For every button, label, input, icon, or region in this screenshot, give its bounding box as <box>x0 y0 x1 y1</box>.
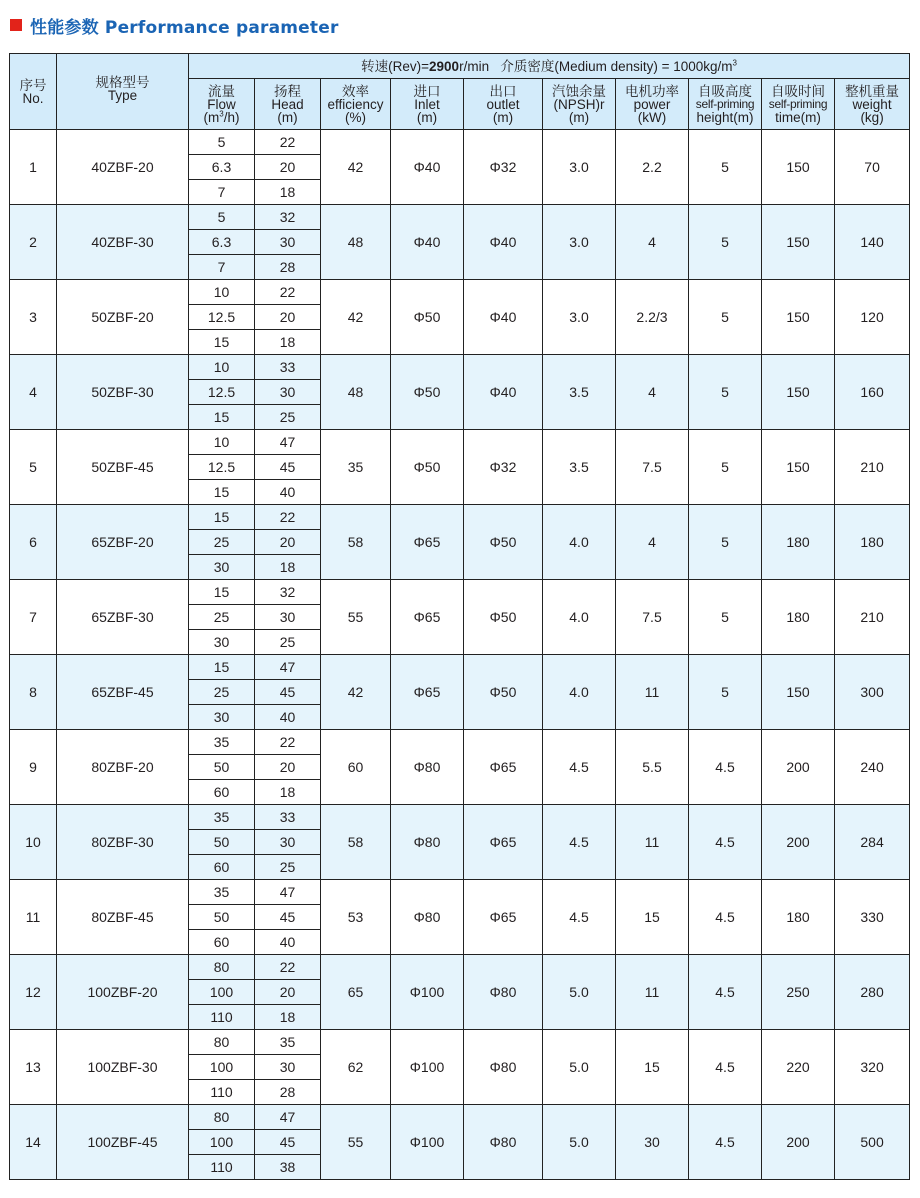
cell-head: 18 <box>255 780 321 805</box>
cell-power: 4 <box>616 205 689 280</box>
cell-head: 18 <box>255 330 321 355</box>
cell-type: 80ZBF-45 <box>57 880 189 955</box>
cell-weight: 300 <box>835 655 910 730</box>
cell-self-priming-height: 4.5 <box>689 805 762 880</box>
header-efficiency-en: efficiency <box>327 96 384 112</box>
cell-head: 32 <box>255 205 321 230</box>
cell-outlet: Φ50 <box>464 505 543 580</box>
cell-inlet: Φ50 <box>391 355 464 430</box>
cell-outlet: Φ40 <box>464 280 543 355</box>
cell-flow: 25 <box>189 680 255 705</box>
cell-flow: 110 <box>189 1155 255 1180</box>
cell-outlet: Φ50 <box>464 655 543 730</box>
table-row <box>10 205 910 230</box>
cell-self-priming-time: 200 <box>762 805 835 880</box>
red-square-icon <box>10 19 22 31</box>
title-text: 性能参数 Performance parameter <box>30 17 339 38</box>
cell-head: 45 <box>255 680 321 705</box>
table-row <box>10 880 910 905</box>
cell-head: 22 <box>255 505 321 530</box>
cell-self-priming-height: 5 <box>689 355 762 430</box>
cell-self-priming-height: 4.5 <box>689 1030 762 1105</box>
cell-weight: 180 <box>835 505 910 580</box>
cell-outlet: Φ40 <box>464 205 543 280</box>
cell-npsh: 3.0 <box>543 205 616 280</box>
cell-self-priming-height: 5 <box>689 280 762 355</box>
cell-power: 2.2 <box>616 130 689 205</box>
header-no-cn: 序号 <box>19 77 47 93</box>
header-flow-unit <box>189 111 254 124</box>
cell-type: 50ZBF-45 <box>57 430 189 505</box>
cell-weight: 330 <box>835 880 910 955</box>
cell-no: 8 <box>10 655 57 730</box>
cell-head: 20 <box>255 530 321 555</box>
header-flow-en: Flow <box>207 96 236 112</box>
cell-head: 20 <box>255 755 321 780</box>
cell-type: 65ZBF-30 <box>57 580 189 655</box>
cell-efficiency: 58 <box>321 805 391 880</box>
cell-head: 18 <box>255 555 321 580</box>
cell-efficiency: 48 <box>321 205 391 280</box>
cell-weight: 210 <box>835 580 910 655</box>
cell-flow: 35 <box>189 730 255 755</box>
table-row <box>10 730 910 755</box>
cell-flow: 6.3 <box>189 155 255 180</box>
cell-self-priming-time: 150 <box>762 355 835 430</box>
header-outlet <box>464 79 543 130</box>
cell-inlet: Φ65 <box>391 580 464 655</box>
condition-density: 介质密度(Medium density) = 1000kg/m <box>500 58 733 74</box>
cell-type: 100ZBF-30 <box>57 1030 189 1105</box>
header-inlet <box>391 79 464 130</box>
cell-npsh: 4.0 <box>543 580 616 655</box>
cell-flow: 30 <box>189 705 255 730</box>
cell-npsh: 4.5 <box>543 730 616 805</box>
cell-head: 45 <box>255 455 321 480</box>
cell-flow: 7 <box>189 255 255 280</box>
cell-power: 11 <box>616 655 689 730</box>
cell-head: 18 <box>255 180 321 205</box>
cell-no: 3 <box>10 280 57 355</box>
cell-flow: 15 <box>189 505 255 530</box>
header-efficiency-cn: 效率 <box>342 83 369 99</box>
cell-flow: 5 <box>189 205 255 230</box>
cell-self-priming-time: 150 <box>762 655 835 730</box>
cell-npsh: 4.0 <box>543 505 616 580</box>
cell-no: 4 <box>10 355 57 430</box>
header-spt-unit: time(m) <box>775 109 821 125</box>
table-row <box>10 355 910 380</box>
header-weight-en: weight <box>852 96 892 112</box>
cell-self-priming-time: 220 <box>762 1030 835 1105</box>
cell-inlet: Φ40 <box>391 130 464 205</box>
cell-outlet: Φ65 <box>464 805 543 880</box>
cell-head: 47 <box>255 430 321 455</box>
table-header <box>10 54 910 130</box>
cell-inlet: Φ100 <box>391 955 464 1030</box>
cell-flow: 80 <box>189 1105 255 1130</box>
cell-no: 1 <box>10 130 57 205</box>
cell-no: 10 <box>10 805 57 880</box>
cell-no: 14 <box>10 1105 57 1180</box>
cell-flow: 25 <box>189 530 255 555</box>
page-title <box>10 12 339 38</box>
cell-head: 25 <box>255 855 321 880</box>
cell-flow: 15 <box>189 655 255 680</box>
cell-head: 30 <box>255 830 321 855</box>
cell-head: 35 <box>255 1030 321 1055</box>
header-no <box>10 54 57 130</box>
cell-head: 25 <box>255 630 321 655</box>
header-npsh-cn: 汽蚀余量 <box>552 83 606 99</box>
cell-self-priming-time: 180 <box>762 580 835 655</box>
cell-head: 40 <box>255 480 321 505</box>
cell-flow: 80 <box>189 955 255 980</box>
cell-flow: 6.3 <box>189 230 255 255</box>
table-row <box>10 805 910 830</box>
cell-self-priming-time: 250 <box>762 955 835 1030</box>
header-outlet-unit: (m) <box>492 109 514 125</box>
cell-head: 20 <box>255 980 321 1005</box>
header-power-unit: (kW) <box>637 109 667 125</box>
cell-weight: 320 <box>835 1030 910 1105</box>
header-self-priming-time <box>762 79 835 130</box>
header-condition <box>189 54 910 79</box>
cell-power: 4 <box>616 355 689 430</box>
cell-weight: 160 <box>835 355 910 430</box>
cell-self-priming-height: 5 <box>689 430 762 505</box>
cell-inlet: Φ80 <box>391 730 464 805</box>
cell-npsh: 3.0 <box>543 280 616 355</box>
cell-no: 2 <box>10 205 57 280</box>
cell-flow: 15 <box>189 405 255 430</box>
cell-head: 20 <box>255 305 321 330</box>
cell-type: 65ZBF-20 <box>57 505 189 580</box>
cell-type: 65ZBF-45 <box>57 655 189 730</box>
cell-power: 15 <box>616 880 689 955</box>
table-row <box>10 580 910 605</box>
header-head-en: Head <box>271 96 304 112</box>
header-outlet-en: outlet <box>486 96 520 112</box>
cell-head: 18 <box>255 1005 321 1030</box>
cell-outlet: Φ65 <box>464 730 543 805</box>
cell-flow: 7 <box>189 180 255 205</box>
cell-power: 7.5 <box>616 430 689 505</box>
header-npsh-en: (NPSH)r <box>553 96 605 112</box>
cell-self-priming-time: 150 <box>762 205 835 280</box>
cell-head: 25 <box>255 405 321 430</box>
header-outlet-cn: 出口 <box>489 83 517 99</box>
cell-flow: 25 <box>189 605 255 630</box>
cell-efficiency: 42 <box>321 280 391 355</box>
cell-flow: 110 <box>189 1005 255 1030</box>
cell-no: 7 <box>10 580 57 655</box>
condition-rev-unit: r/min <box>459 58 490 74</box>
cell-head: 22 <box>255 955 321 980</box>
cell-efficiency: 42 <box>321 655 391 730</box>
cell-self-priming-time: 150 <box>762 130 835 205</box>
cell-flow: 100 <box>189 1055 255 1080</box>
cell-power: 4 <box>616 505 689 580</box>
cell-outlet: Φ65 <box>464 880 543 955</box>
header-inlet-unit: (m) <box>416 109 438 125</box>
cell-type: 80ZBF-20 <box>57 730 189 805</box>
flow-unit-sup: 3 <box>219 109 224 118</box>
cell-efficiency: 42 <box>321 130 391 205</box>
cell-flow: 5 <box>189 130 255 155</box>
cell-outlet: Φ80 <box>464 1030 543 1105</box>
table-row <box>10 1105 910 1130</box>
cell-efficiency: 60 <box>321 730 391 805</box>
cell-flow: 60 <box>189 780 255 805</box>
header-type-cn: 规格型号 <box>95 75 150 90</box>
cell-head: 32 <box>255 580 321 605</box>
cell-efficiency: 53 <box>321 880 391 955</box>
cell-power: 11 <box>616 805 689 880</box>
cell-type: 40ZBF-30 <box>57 205 189 280</box>
cell-inlet: Φ100 <box>391 1030 464 1105</box>
cell-head: 33 <box>255 805 321 830</box>
header-type <box>57 54 189 130</box>
cell-power: 2.2/3 <box>616 280 689 355</box>
cell-flow: 12.5 <box>189 305 255 330</box>
cell-weight: 210 <box>835 430 910 505</box>
cell-inlet: Φ65 <box>391 655 464 730</box>
cell-npsh: 3.5 <box>543 430 616 505</box>
condition-rev-value: 2900 <box>429 58 460 74</box>
header-head-unit: (m) <box>277 109 298 125</box>
cell-flow: 50 <box>189 755 255 780</box>
cell-npsh: 5.0 <box>543 955 616 1030</box>
cell-efficiency: 55 <box>321 1105 391 1180</box>
cell-outlet: Φ50 <box>464 580 543 655</box>
header-weight <box>835 79 910 130</box>
cell-inlet: Φ50 <box>391 280 464 355</box>
cell-inlet: Φ40 <box>391 205 464 280</box>
cell-self-priming-height: 5 <box>689 205 762 280</box>
cell-npsh: 5.0 <box>543 1030 616 1105</box>
cell-no: 13 <box>10 1030 57 1105</box>
cell-weight: 120 <box>835 280 910 355</box>
cell-head: 38 <box>255 1155 321 1180</box>
cell-self-priming-time: 150 <box>762 430 835 505</box>
cell-self-priming-height: 4.5 <box>689 955 762 1030</box>
cell-head: 22 <box>255 130 321 155</box>
cell-weight: 240 <box>835 730 910 805</box>
condition-prefix: 转速(Rev)= <box>361 58 430 74</box>
cell-head: 28 <box>255 1080 321 1105</box>
table-body <box>10 130 910 1180</box>
cell-self-priming-height: 4.5 <box>689 730 762 805</box>
cell-head: 45 <box>255 1130 321 1155</box>
cell-flow: 80 <box>189 1030 255 1055</box>
cell-flow: 15 <box>189 330 255 355</box>
cell-head: 40 <box>255 930 321 955</box>
header-power-en: power <box>633 96 671 112</box>
cell-npsh: 5.0 <box>543 1105 616 1180</box>
cell-efficiency: 35 <box>321 430 391 505</box>
cell-flow: 30 <box>189 555 255 580</box>
cell-flow: 30 <box>189 630 255 655</box>
cell-self-priming-time: 150 <box>762 280 835 355</box>
header-self-priming-height <box>689 79 762 130</box>
table-row <box>10 130 910 155</box>
cell-power: 30 <box>616 1105 689 1180</box>
cell-head: 20 <box>255 155 321 180</box>
header-npsh-unit: (m) <box>568 109 590 125</box>
header-spt-en: self-priming <box>768 96 828 111</box>
cell-head: 22 <box>255 730 321 755</box>
cell-inlet: Φ100 <box>391 1105 464 1180</box>
header-head-cn: 扬程 <box>274 83 301 99</box>
cell-no: 11 <box>10 880 57 955</box>
cell-power: 15 <box>616 1030 689 1105</box>
cell-type: 100ZBF-20 <box>57 955 189 1030</box>
cell-flow: 35 <box>189 805 255 830</box>
cell-flow: 10 <box>189 430 255 455</box>
header-flow <box>189 79 255 130</box>
cell-type: 40ZBF-20 <box>57 130 189 205</box>
flow-unit-b: /h) <box>223 109 240 125</box>
cell-self-priming-height: 5 <box>689 655 762 730</box>
cell-head: 47 <box>255 655 321 680</box>
cell-head: 30 <box>255 1055 321 1080</box>
cell-weight: 284 <box>835 805 910 880</box>
cell-flow: 15 <box>189 580 255 605</box>
cell-efficiency: 48 <box>321 355 391 430</box>
cell-self-priming-time: 180 <box>762 505 835 580</box>
cell-flow: 50 <box>189 830 255 855</box>
cell-head: 22 <box>255 280 321 305</box>
cell-flow: 15 <box>189 480 255 505</box>
cell-self-priming-time: 200 <box>762 1105 835 1180</box>
cell-flow: 50 <box>189 905 255 930</box>
header-sph-unit: height(m) <box>696 109 754 125</box>
cell-self-priming-height: 5 <box>689 580 762 655</box>
table-row <box>10 955 910 980</box>
cell-no: 6 <box>10 505 57 580</box>
header-power <box>616 79 689 130</box>
cell-head: 47 <box>255 1105 321 1130</box>
cell-flow: 110 <box>189 1080 255 1105</box>
header-efficiency <box>321 79 391 130</box>
header-type-en: Type <box>107 88 138 103</box>
header-head <box>255 79 321 130</box>
cell-flow: 12.5 <box>189 455 255 480</box>
header-sph-en: self-priming <box>695 96 755 111</box>
cell-head: 28 <box>255 255 321 280</box>
cell-head: 30 <box>255 230 321 255</box>
cell-power: 7.5 <box>616 580 689 655</box>
table-row <box>10 655 910 680</box>
cell-npsh: 4.5 <box>543 805 616 880</box>
cell-self-priming-height: 5 <box>689 130 762 205</box>
cell-flow: 60 <box>189 855 255 880</box>
cell-flow: 100 <box>189 1130 255 1155</box>
cell-npsh: 4.5 <box>543 880 616 955</box>
condition-density-sup: 3 <box>732 58 737 67</box>
cell-self-priming-time: 180 <box>762 880 835 955</box>
cell-type: 50ZBF-20 <box>57 280 189 355</box>
cell-outlet: Φ32 <box>464 430 543 505</box>
cell-power: 5.5 <box>616 730 689 805</box>
cell-power: 11 <box>616 955 689 1030</box>
cell-head: 40 <box>255 705 321 730</box>
cell-self-priming-time: 200 <box>762 730 835 805</box>
cell-weight: 280 <box>835 955 910 1030</box>
flow-unit-a: (m <box>203 109 220 125</box>
cell-no: 5 <box>10 430 57 505</box>
cell-outlet: Φ80 <box>464 1105 543 1180</box>
cell-efficiency: 58 <box>321 505 391 580</box>
cell-flow: 60 <box>189 930 255 955</box>
cell-npsh: 3.0 <box>543 130 616 205</box>
header-flow-cn: 流量 <box>208 83 235 99</box>
cell-type: 80ZBF-30 <box>57 805 189 880</box>
cell-flow: 35 <box>189 880 255 905</box>
cell-outlet: Φ40 <box>464 355 543 430</box>
cell-weight: 500 <box>835 1105 910 1180</box>
cell-npsh: 3.5 <box>543 355 616 430</box>
table-row <box>10 505 910 530</box>
cell-efficiency: 55 <box>321 580 391 655</box>
cell-flow: 10 <box>189 355 255 380</box>
cell-npsh: 4.0 <box>543 655 616 730</box>
cell-efficiency: 65 <box>321 955 391 1030</box>
cell-head: 30 <box>255 605 321 630</box>
cell-flow: 100 <box>189 980 255 1005</box>
cell-self-priming-height: 4.5 <box>689 880 762 955</box>
cell-type: 100ZBF-45 <box>57 1105 189 1180</box>
cell-inlet: Φ50 <box>391 430 464 505</box>
cell-outlet: Φ32 <box>464 130 543 205</box>
cell-head: 33 <box>255 355 321 380</box>
cell-inlet: Φ80 <box>391 880 464 955</box>
cell-no: 12 <box>10 955 57 1030</box>
cell-self-priming-height: 5 <box>689 505 762 580</box>
cell-flow: 10 <box>189 280 255 305</box>
cell-type: 50ZBF-30 <box>57 355 189 430</box>
cell-efficiency: 62 <box>321 1030 391 1105</box>
table-row <box>10 1030 910 1055</box>
table-row <box>10 430 910 455</box>
cell-head: 45 <box>255 905 321 930</box>
header-efficiency-unit: (%) <box>345 109 366 125</box>
header-weight-cn: 整机重量 <box>845 83 900 99</box>
cell-no: 9 <box>10 730 57 805</box>
header-inlet-en: Inlet <box>414 96 440 112</box>
header-weight-unit: (kg) <box>860 109 884 125</box>
cell-inlet: Φ80 <box>391 805 464 880</box>
cell-weight: 70 <box>835 130 910 205</box>
cell-inlet: Φ65 <box>391 505 464 580</box>
header-npsh <box>543 79 616 130</box>
header-inlet-cn: 进口 <box>413 83 441 99</box>
table-row <box>10 280 910 305</box>
header-power-cn: 电机功率 <box>625 83 679 99</box>
performance-table <box>9 53 910 1180</box>
header-no-en: No. <box>22 90 44 106</box>
header-sph-cn: 自吸高度 <box>698 83 752 99</box>
cell-head: 47 <box>255 880 321 905</box>
cell-weight: 140 <box>835 205 910 280</box>
header-spt-cn: 自吸时间 <box>771 83 825 99</box>
cell-self-priming-height: 4.5 <box>689 1105 762 1180</box>
cell-outlet: Φ80 <box>464 955 543 1030</box>
cell-flow: 12.5 <box>189 380 255 405</box>
cell-head: 30 <box>255 380 321 405</box>
